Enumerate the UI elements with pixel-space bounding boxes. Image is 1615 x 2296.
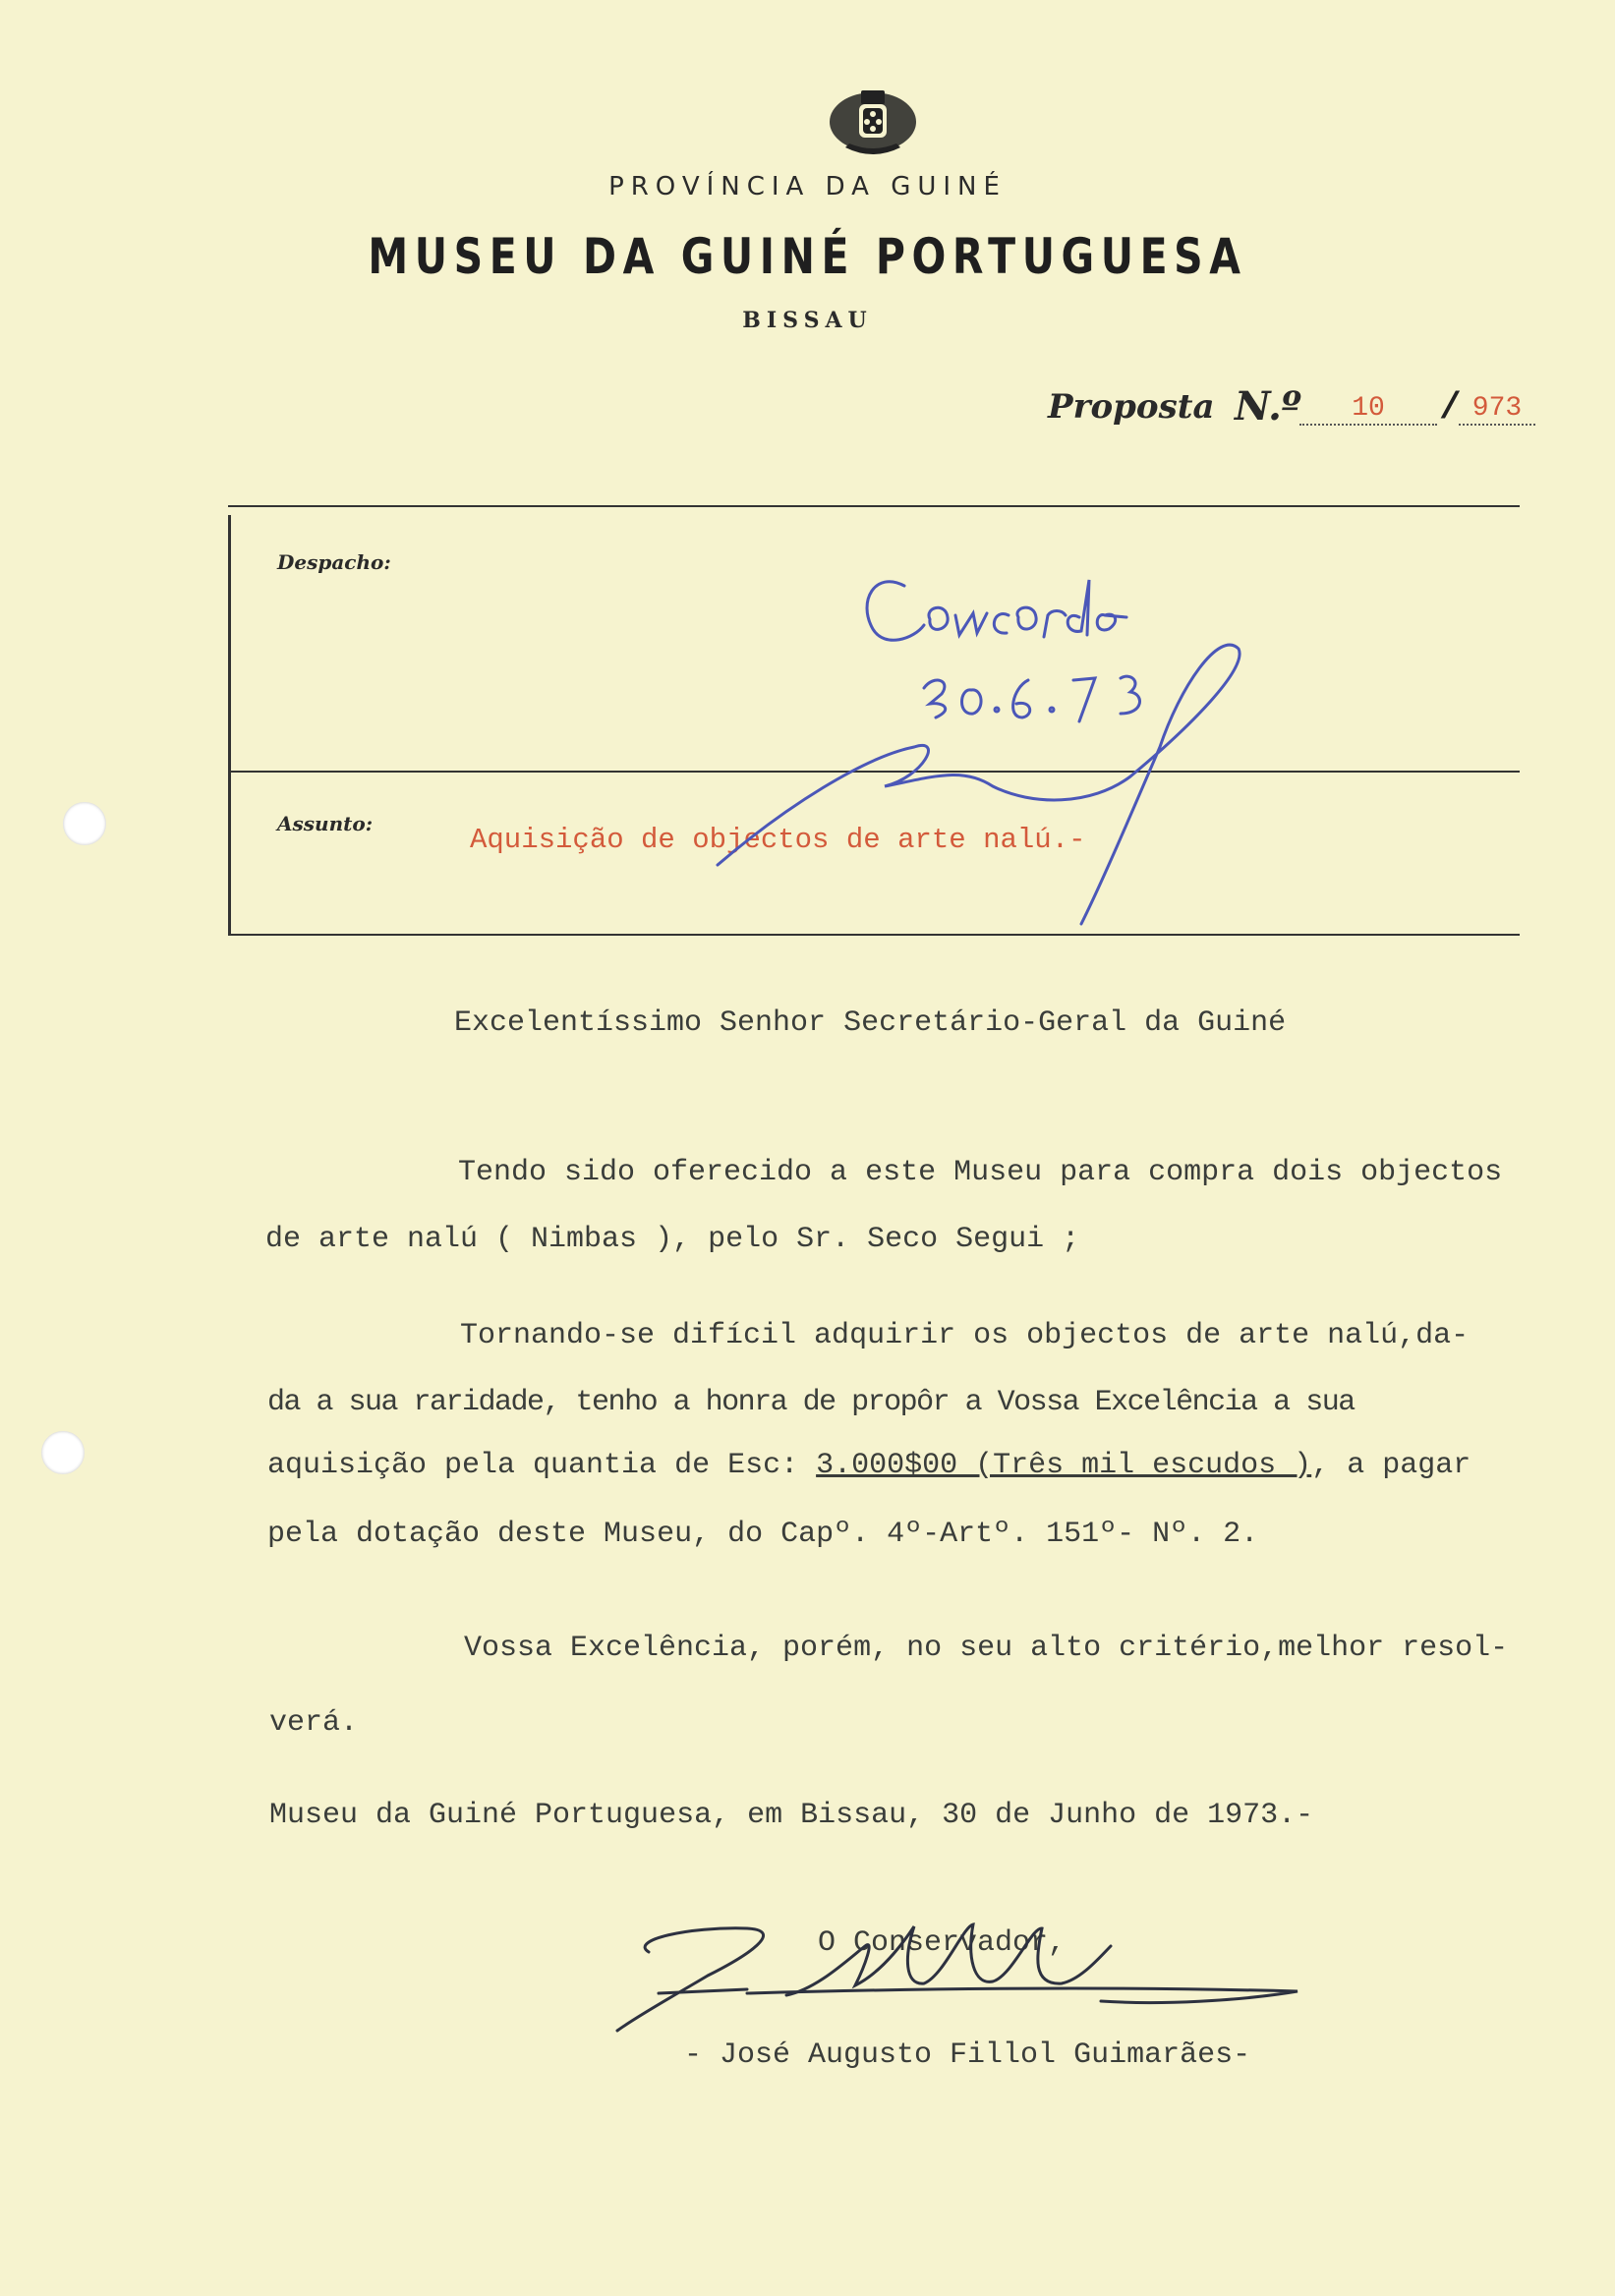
letterhead-province: PROVÍNCIA DA GUINÉ (608, 172, 1007, 201)
paragraph-3-line-1: Vossa Excelência, porém, no seu alto critério,melhor resol- (464, 1632, 1509, 1665)
form-box-left-rule (228, 515, 231, 934)
signatory-name: - José Augusto Fillol Guimarães- (684, 2038, 1251, 2072)
letterhead-city: BISSAU (742, 308, 873, 333)
place-and-date: Museu da Guiné Portuguesa, em Bissau, 30 de Junho de 1973.- (269, 1799, 1314, 1832)
despacho-handwritten-concordo (867, 580, 1126, 640)
salutation: Excelentíssimo Senhor Secretário-Geral da Guiné (454, 1006, 1287, 1040)
amount-outro: , a pagar (1311, 1449, 1471, 1482)
assunto-value: Aquisição de objectos de arte nalú.- (470, 824, 1086, 856)
paragraph-3-line-2: verá. (269, 1706, 359, 1740)
coat-of-arms-icon (826, 83, 920, 157)
signatory-title: O Conservador, (818, 1926, 1067, 1960)
paragraph-1-line-1: Tendo sido oferecido a este Museu para compra dois objectos (458, 1156, 1503, 1189)
paragraph-2-line-1: Tornando-se difícil adquirir os objectos de arte nalú,da- (460, 1319, 1470, 1352)
form-box-top-rule (228, 505, 1520, 507)
paragraph-2-line-2: da a sua raridade, tenho a honra de propôr a Vossa Excelência a sua (267, 1386, 1355, 1419)
letterhead-museum: MUSEU DA GUINÉ PORTUGUESA (368, 228, 1247, 285)
punch-hole-top (63, 802, 106, 845)
form-box-bottom-rule (228, 934, 1520, 936)
amount-value: 3.000$00 (Três mil escudos ) (816, 1449, 1312, 1482)
paragraph-1-line-2: de arte nalú ( Nimbas ), pelo Sr. Seco Segui ; (265, 1223, 1080, 1256)
paragraph-2-line-3 (267, 1449, 1471, 1482)
despacho-signature-flourish (718, 645, 1240, 924)
despacho-label: Despacho: (277, 550, 391, 574)
amount-intro: aquisição pela quantia de Esc: (267, 1449, 817, 1482)
proposal-label: Proposta (1048, 387, 1215, 427)
punch-hole-bottom (41, 1431, 85, 1474)
despacho-handwritten-date (924, 676, 1139, 721)
proposal-year: 973 (1459, 393, 1535, 426)
paragraph-2-line-4: pela dotação deste Museu, do Capº. 4º-Artº. 151º- Nº. 2. (267, 1518, 1259, 1551)
proposal-number: 10 (1299, 393, 1437, 426)
proposal-number-label: N.º (1235, 383, 1301, 430)
proposal-separator: / (1439, 387, 1462, 430)
assunto-label: Assunto: (277, 812, 374, 835)
form-box-middle-rule (228, 771, 1520, 773)
